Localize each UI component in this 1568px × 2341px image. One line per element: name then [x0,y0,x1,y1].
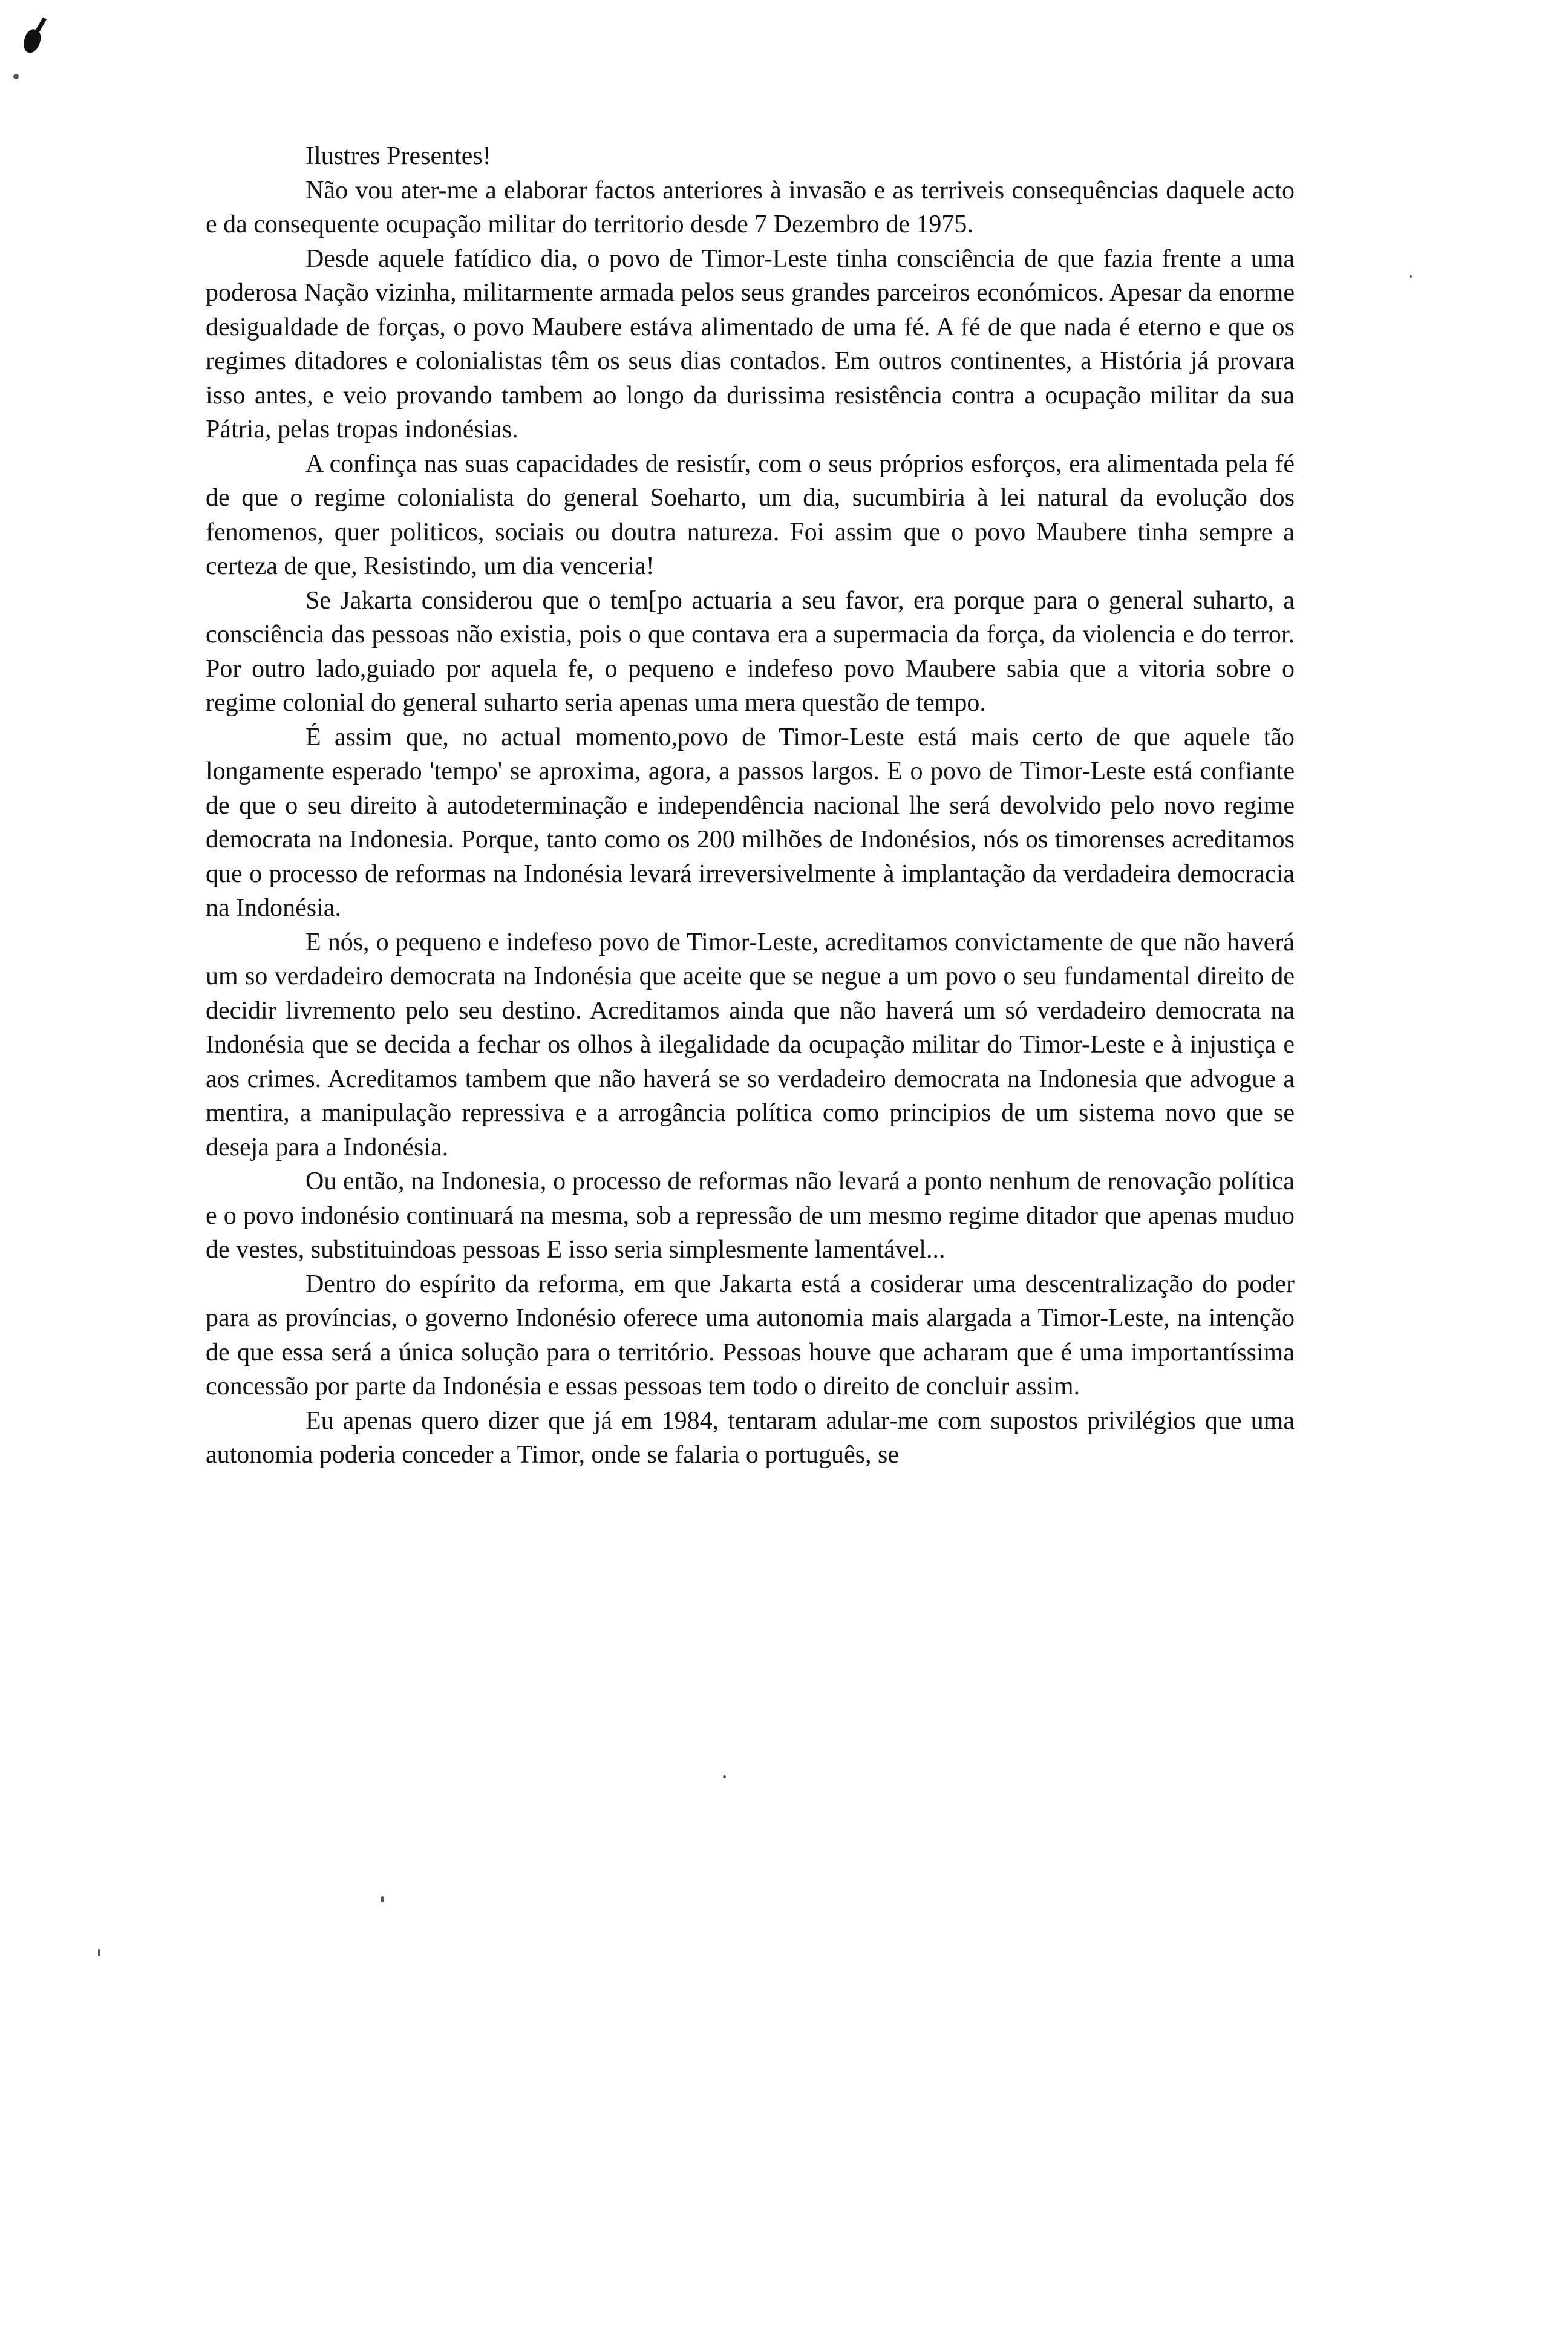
paragraph-4: Se Jakarta considerou que o tem[po actuaria a seu favor, era porque para o general suharto, a consciência das pessoas não existia, pois o que contava era a supermacia da força, da violencia e do terror. Por outro lado,guiado por aquela fe, o pequeno e indefeso povo Maubere sabia que a vitoria sobre o regime colonial do general suharto seria apenas uma mera questão de tempo. [206,586,1295,717]
scan-speck [381,1896,384,1902]
paragraph-5: É assim que, no actual momento,povo de Timor-Leste está mais certo de que aquele tão longamente esperado 'tempo' se aproxima, agora, a passos largos. E o povo de Timor-Leste está confiante de que o seu direito à autodeterminação e independência nacional lhe será devolvido pelo novo regime democrata na Indonesia. Porque, tanto como os 200 milhões de Indonésios, nós os timorenses acreditamos que o processo de reformas na Indonésia levará irreversivelmente à implantação da verdadeira democracia na Indonésia. [206,723,1295,922]
paragraph-9: Eu apenas quero dizer que já em 1984, tentaram adular-me com supostos privilégios que uma autonomia poderia conceder a Timor, onde se falaria o português, se [206,1406,1295,1469]
paragraph-1: Não vou ater-me a elaborar factos anteriores à invasão e as terriveis consequências daquele acto e da consequente ocupação militar do territorio desde 7 Dezembro de 1975. [206,176,1295,238]
salutation: Ilustres Presentes! [305,142,491,170]
scan-speck [723,1775,726,1778]
paragraph-2: Desde aquele fatídico dia, o povo de Timor-Leste tinha consciência de que fazia frente a uma poderosa Nação vizinha, militarmente armada pelos seus grandes parceiros económicos. Apesar da enorme desigualdade de forças, o povo Maubere estáva alimentado de uma fé. A fé de que nada é eterno e que os regimes ditadores e colonialistas têm os seus dias contados. Em outros continentes, a História já provara isso antes, e veio provando tambem ao longo da durissima resistência contra a ocupação militar da sua Pátria, pelas tropas indonésias. [206,244,1295,443]
paragraph-3: A confinça nas suas capacidades de resistír, com o seus próprios esforços, era alimentada pela fé de que o regime colonialista do general Soeharto, um dia, sucumbiria à lei natural da evolução dos fenomenos, quer politicos, sociais ou doutra natureza. Foi assim que o povo Maubere tinha sempre a certeza de que, Resistindo, um dia venceria! [206,449,1295,580]
scan-speck [13,74,19,79]
scan-speck [1410,275,1412,278]
paragraph-7: Ou então, na Indonesia, o processo de reformas não levará a ponto nenhum de renovação política e o povo indonésio continuará na mesma, sob a repressão de um mesmo regime ditador que apenas muduo de vestes, substituindoas pessoas E isso seria simplesmente lamentável... [206,1167,1295,1264]
paragraph-6: E nós, o pequeno e indefeso povo de Timor-Leste, acreditamos convictamente de que não haverá um so verdadeiro democrata na Indonésia que aceite que se negue a um povo o seu fundamental direito de decidir livremento pelo seu destino. Acreditamos ainda que não haverá um só verdadeiro democrata na Indonésia que se decida a fechar os olhos à ilegalidade da ocupação militar do Timor-Leste e à injustiça e aos crimes. Acreditamos tambem que não haverá se so verdadeiro democrata na Indonesia que advogue a mentira, a manipulação repressiva e a arrogância política como principios de um sistema novo que se deseja para a Indonésia. [206,928,1295,1161]
ink-blot-mark [21,27,43,55]
scan-speck [98,1949,100,1956]
paragraph-8: Dentro do espírito da reforma, em que Jakarta está a cosiderar uma descentralização do poder para as províncias, o governo Indonésio oferece uma autonomia mais alargada a Timor-Leste, na intenção de que essa será a única solução para o território. Pessoas houve que acharam que é uma importantíssima concessão por parte da Indonésia e essas pessoas tem todo o direito de concluir assim. [206,1270,1295,1400]
letter-body [206,139,1295,1472]
